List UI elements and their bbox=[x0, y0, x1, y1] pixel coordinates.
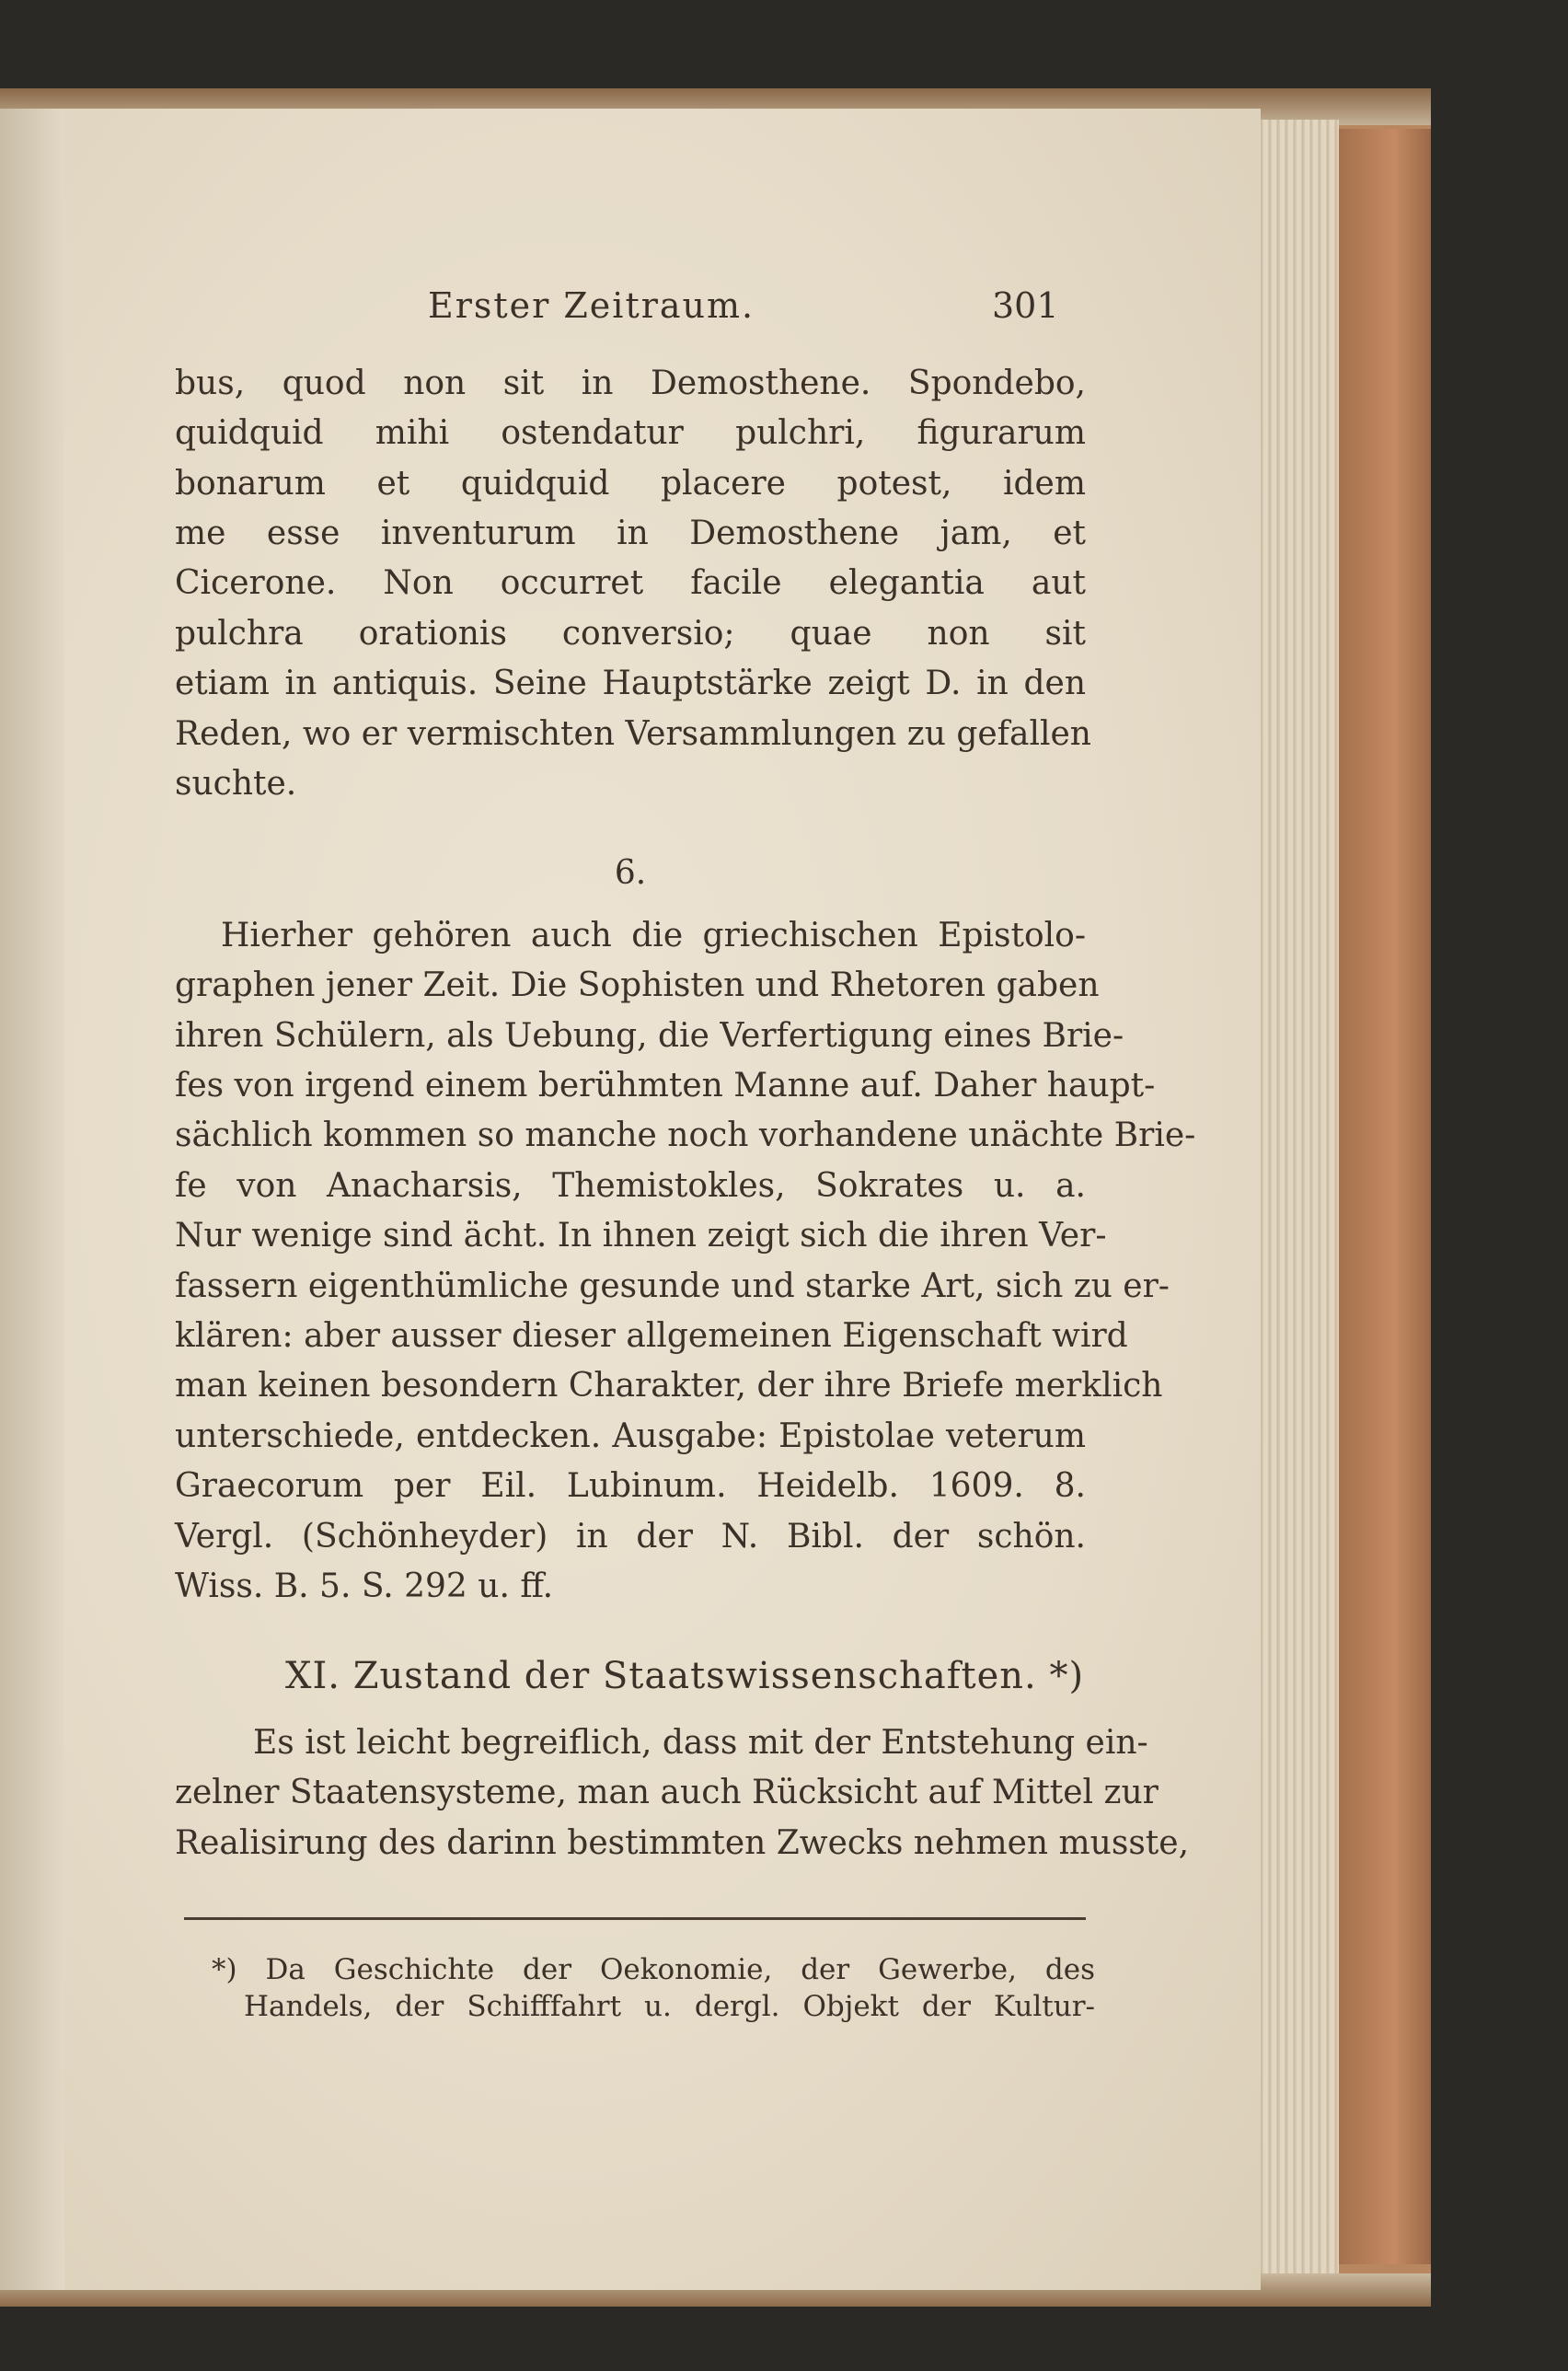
text-line: bus, quod non sit in Demosthene. Spondebo, bbox=[175, 364, 1086, 402]
text-line: fe von Anacharsis, Themistokles, Sokrates u. a. bbox=[175, 1167, 1086, 1205]
text-line: suchte. bbox=[175, 765, 297, 803]
text-line: Wiss. B. 5. S. 292 u. ff. bbox=[175, 1567, 554, 1605]
text-line: unterschiede, entdecken. Ausgabe: Epistolae veterum bbox=[175, 1417, 1086, 1455]
text-line: Reden, wo er vermischten Versammlungen zu gefallen bbox=[175, 715, 1091, 753]
text-line: graphen jener Zeit. Die Sophisten und Rhetoren gaben bbox=[175, 966, 1100, 1004]
text-line: man keinen besondern Charakter, der ihre Briefe merklich bbox=[175, 1367, 1163, 1405]
text-line: fassern eigenthümliche gesunde und starke Art, sich zu er- bbox=[175, 1267, 1170, 1305]
section-number: 6. bbox=[614, 854, 647, 892]
text-line: Hierher gehören auch die griechischen Epistolo- bbox=[221, 917, 1086, 954]
text-line: ihren Schülern, als Uebung, die Verfertigung eines Brie- bbox=[175, 1017, 1124, 1055]
footnote-line: *) Da Geschichte der Oekonomie, der Gewerbe, des bbox=[212, 1953, 1095, 1986]
text-line: Es ist leicht begreiflich, dass mit der Entstehung ein- bbox=[253, 1724, 1148, 1762]
text-line: fes von irgend einem berühmten Manne auf. Daher haupt- bbox=[175, 1067, 1156, 1105]
text-line: Graecorum per Eil. Lubinum. Heidelb. 1609. 8. bbox=[175, 1467, 1086, 1505]
running-title: Erster Zeitraum. bbox=[428, 285, 755, 326]
text-line: etiam in antiquis. Seine Hauptstärke zeigt D. in den bbox=[175, 665, 1086, 702]
page-number: 301 bbox=[992, 285, 1059, 326]
text-line: Nur wenige sind ächt. In ihnen zeigt sich die ihren Ver- bbox=[175, 1217, 1107, 1255]
text-line: klären: aber ausser dieser allgemeinen Eigenschaft wird bbox=[175, 1317, 1128, 1355]
footnote-line: Handels, der Schifffahrt u. dergl. Objekt der Kultur- bbox=[244, 1990, 1095, 2023]
text-line: Cicerone. Non occurret facile elegantia aut bbox=[175, 564, 1086, 602]
chapter-heading: XI. Zustand der Staatswissenschaften. *) bbox=[285, 1655, 1085, 1697]
text-line: bonarum et quidquid placere potest, idem bbox=[175, 465, 1086, 503]
text-line: zelner Staatensysteme, man auch Rücksicht auf Mittel zur bbox=[175, 1774, 1159, 1811]
text-line: quidquid mihi ostendatur pulchri, figurarum bbox=[175, 414, 1086, 452]
text-line: pulchra orationis conversio; quae non sit bbox=[175, 615, 1086, 653]
text-line: me esse inventurum in Demosthene jam, et bbox=[175, 515, 1086, 552]
text-line: Realisirung des darinn bestimmten Zwecks nehmen musste, bbox=[175, 1824, 1190, 1862]
text-line: sächlich kommen so manche noch vorhandene unächte Brie- bbox=[175, 1116, 1196, 1154]
text-line: Vergl. (Schönheyder) in der N. Bibl. der schön. bbox=[175, 1518, 1086, 1556]
footnote-rule bbox=[184, 1917, 1086, 1920]
